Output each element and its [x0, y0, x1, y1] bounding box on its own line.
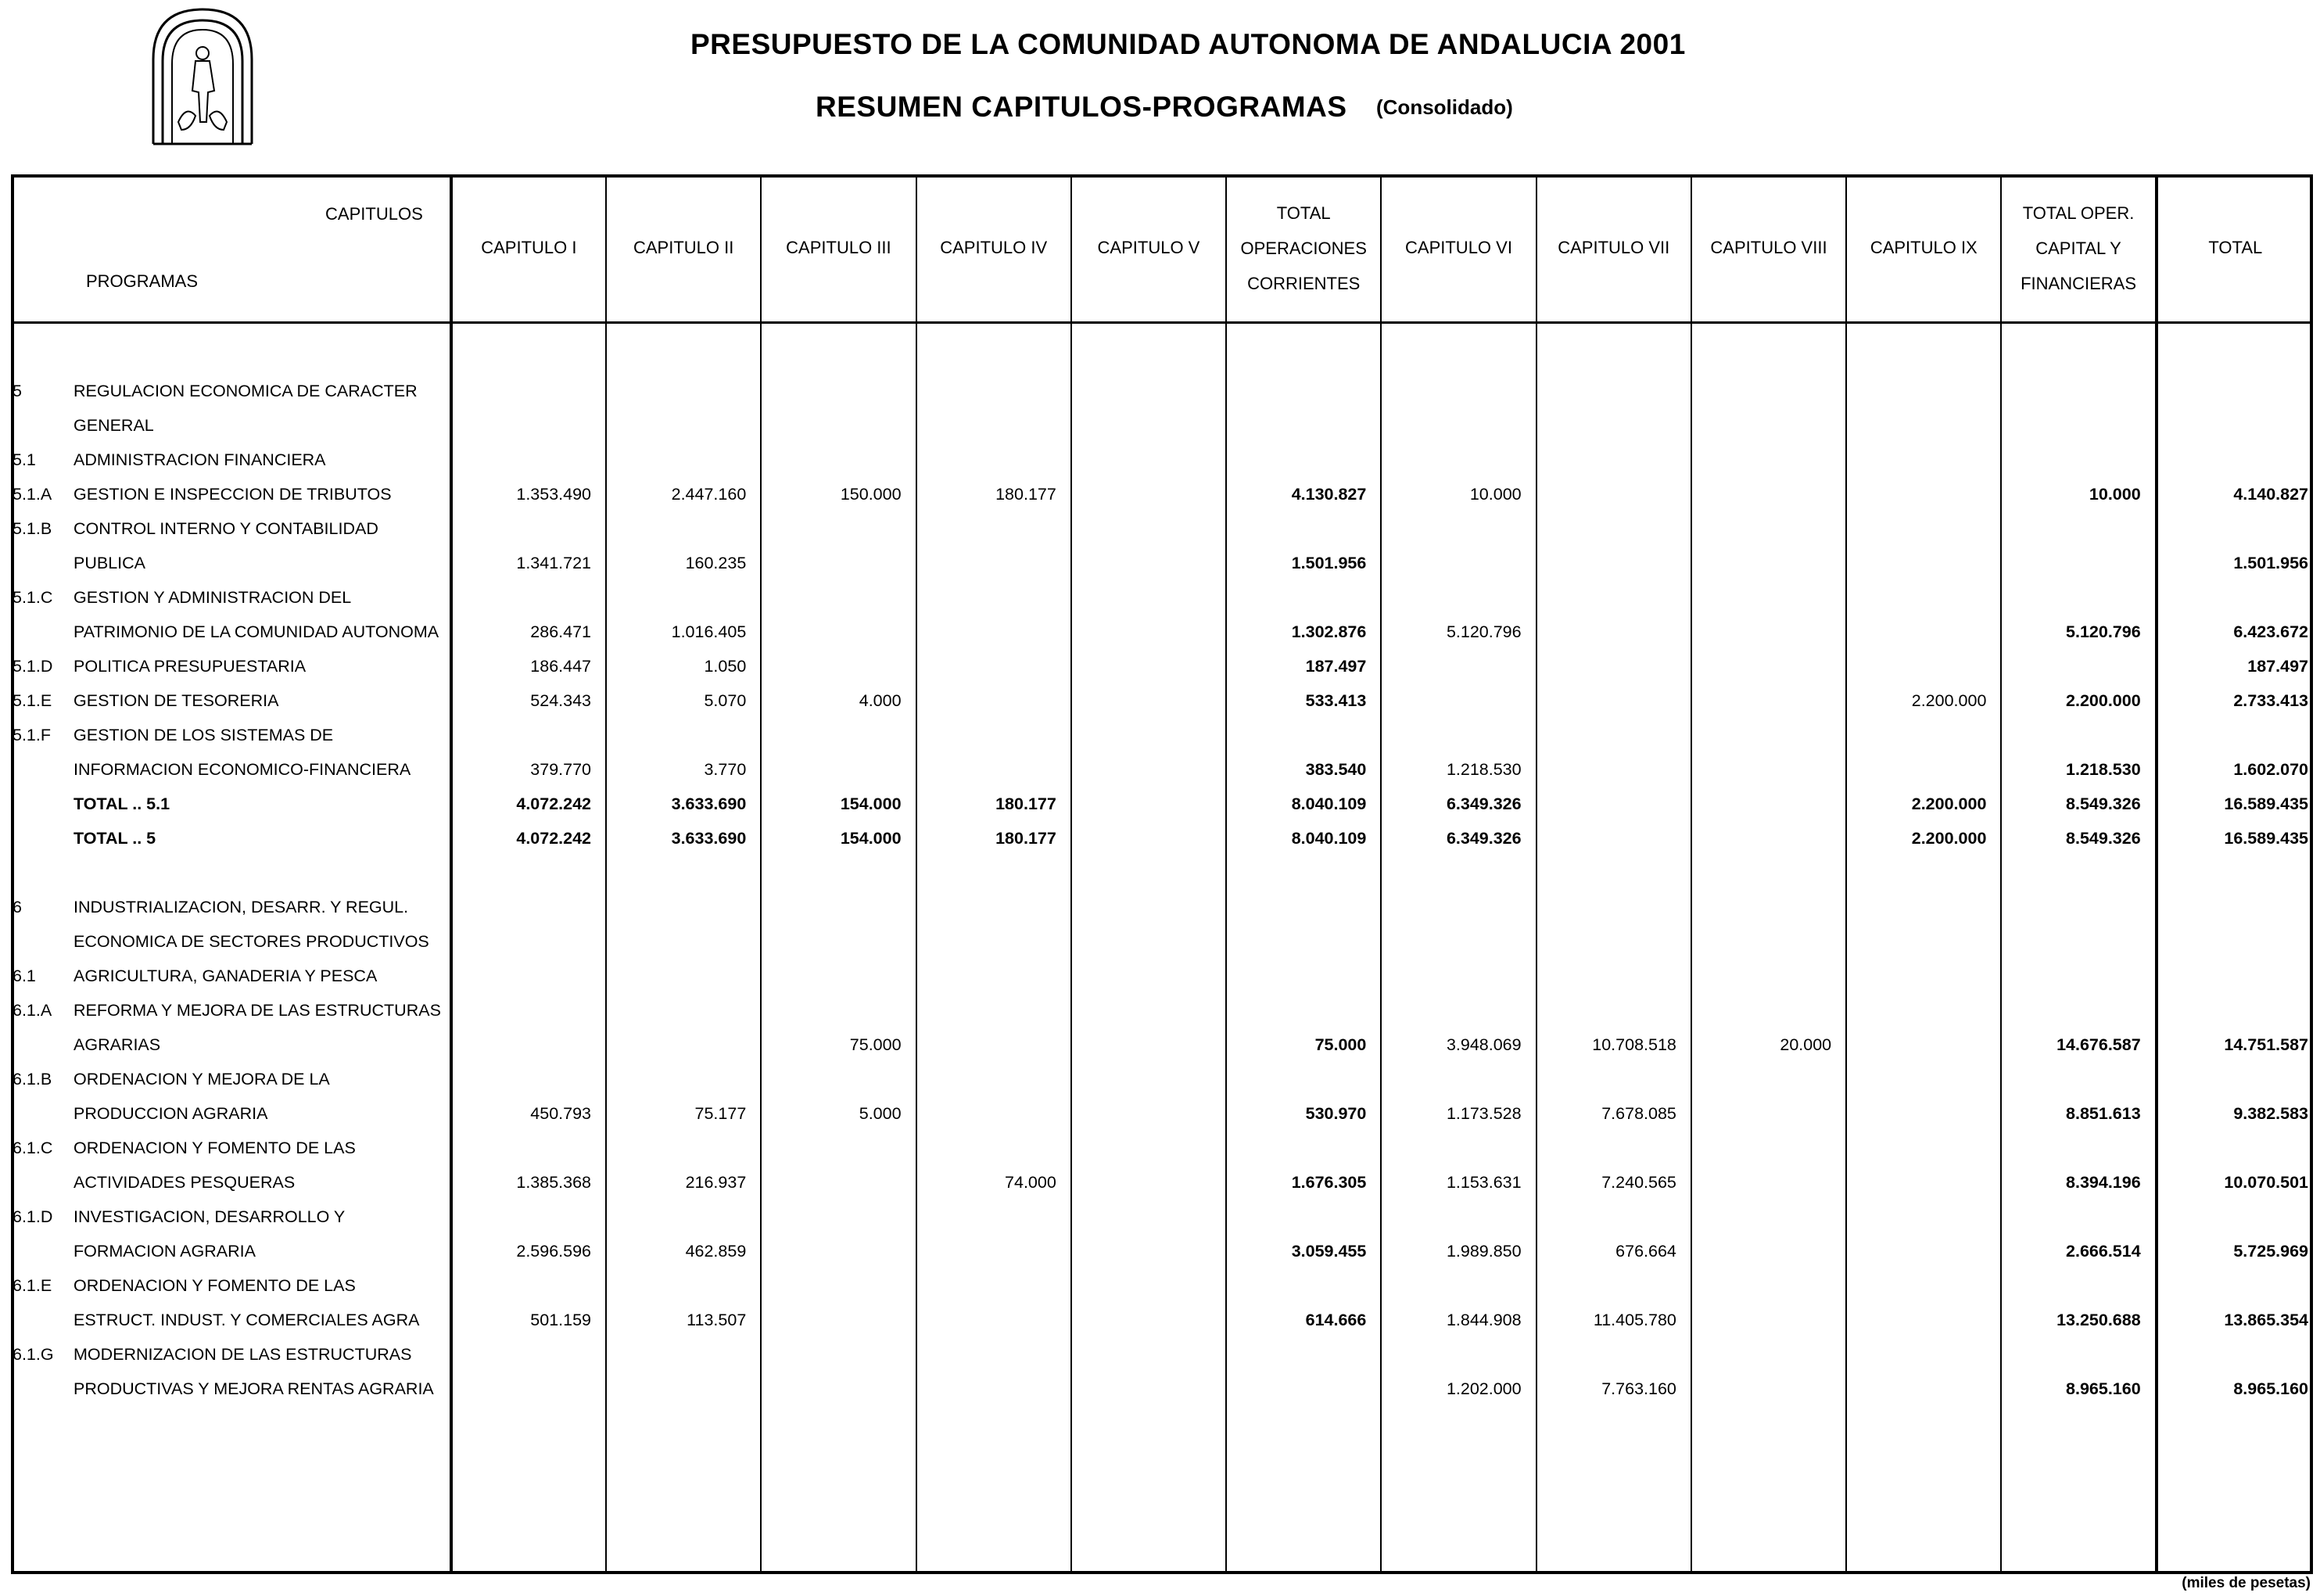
- value-cell: 1.016.405: [606, 615, 761, 649]
- value-cell: 530.970: [1226, 1096, 1381, 1131]
- programas-label: PROGRAMAS: [86, 271, 199, 291]
- value-cell: 6.349.326: [1381, 821, 1536, 855]
- value-cell: 160.235: [606, 546, 761, 580]
- program-label: TOTAL .. 5: [74, 828, 156, 848]
- program-label: ORDENACION Y FOMENTO DE LAS: [74, 1138, 356, 1157]
- value-cell: 5.070: [606, 683, 761, 718]
- value-cell: 187.497: [1226, 649, 1381, 683]
- program-label: AGRARIAS: [74, 1035, 161, 1054]
- program-label: CONTROL INTERNO Y CONTABILIDAD: [74, 518, 378, 538]
- program-code: 5.1.D: [13, 656, 53, 676]
- program-label: ACTIVIDADES PESQUERAS: [74, 1172, 296, 1192]
- value-cell: 1.385.368: [451, 1165, 606, 1200]
- program-label: INVESTIGACION, DESARROLLO Y: [74, 1207, 346, 1226]
- col-header-total: TOTAL: [2157, 174, 2313, 323]
- value-cell: 3.633.690: [606, 821, 761, 855]
- value-cell: 2.200.000: [1846, 787, 2001, 821]
- program-label: ECONOMICA DE SECTORES PRODUCTIVOS: [74, 931, 429, 951]
- junta-andalucia-logo: [147, 5, 258, 147]
- value-cell: 6.349.326: [1381, 787, 1536, 821]
- value-cell: 4.072.242: [451, 821, 606, 855]
- value-cell: 7.763.160: [1537, 1372, 1691, 1406]
- program-code: 5.1.F: [13, 725, 51, 744]
- col-header-cap3: CAPITULO III: [761, 174, 916, 323]
- value-cell: 1.353.490: [451, 477, 606, 511]
- value-cell: 2.596.596: [451, 1234, 606, 1268]
- value-cell: 8.965.160: [2001, 1372, 2156, 1406]
- col-header-total-corrientes-line1: TOTAL: [1276, 203, 1331, 223]
- value-cell: 4.000: [761, 683, 916, 718]
- value-cell: 2.200.000: [2001, 683, 2156, 718]
- col-header-cap8: CAPITULO VIII: [1691, 174, 1846, 323]
- value-cell: 4.130.827: [1226, 477, 1381, 511]
- program-label: REGULACION ECONOMICA DE CARACTER: [74, 381, 418, 400]
- value-cell: 1.218.530: [1381, 752, 1536, 787]
- page-title: PRESUPUESTO DE LA COMUNIDAD AUTONOMA DE ANDALUCIA 2001: [690, 28, 1686, 60]
- program-label: PRODUCTIVAS Y MEJORA RENTAS AGRARIA: [74, 1379, 434, 1398]
- page-subtitle: RESUMEN CAPITULOS-PROGRAMAS: [816, 91, 1347, 123]
- col-header-cap2: CAPITULO II: [606, 174, 761, 323]
- value-cell: 1.153.631: [1381, 1165, 1536, 1200]
- value-cell: 383.540: [1226, 752, 1381, 787]
- value-cell: 2.447.160: [606, 477, 761, 511]
- value-cell: 450.793: [451, 1096, 606, 1131]
- value-cell: 74.000: [916, 1165, 1071, 1200]
- value-cell: 10.000: [2001, 477, 2156, 511]
- value-cell: 6.423.672: [2157, 615, 2313, 649]
- value-cell: 3.770: [606, 752, 761, 787]
- program-label: GESTION Y ADMINISTRACION DEL: [74, 587, 352, 607]
- value-cell: 75.177: [606, 1096, 761, 1131]
- value-cell: 1.501.956: [1226, 546, 1381, 580]
- table-frame: [11, 174, 2313, 1574]
- value-cell: 8.851.613: [2001, 1096, 2156, 1131]
- value-cell: 150.000: [761, 477, 916, 511]
- value-cell: 3.059.455: [1226, 1234, 1381, 1268]
- capitulos-label: CAPITULOS: [325, 204, 423, 224]
- value-cell: 1.050: [606, 649, 761, 683]
- value-cell: 13.865.354: [2157, 1303, 2313, 1337]
- value-cell: 187.497: [2157, 649, 2313, 683]
- value-cell: 8.040.109: [1226, 787, 1381, 821]
- col-header-total-capital-line2: CAPITAL Y: [2035, 238, 2121, 258]
- value-cell: 1.501.956: [2157, 546, 2313, 580]
- value-cell: 186.447: [451, 649, 606, 683]
- value-cell: 4.072.242: [451, 787, 606, 821]
- value-cell: 16.589.435: [2157, 787, 2313, 821]
- program-label: TOTAL .. 5.1: [74, 794, 170, 813]
- value-cell: 13.250.688: [2001, 1303, 2156, 1337]
- col-header-total-capital-line1: TOTAL OPER.: [2022, 203, 2135, 223]
- value-cell: 14.751.587: [2157, 1028, 2313, 1062]
- program-code: 6.1.D: [13, 1207, 53, 1226]
- value-cell: 180.177: [916, 477, 1071, 511]
- value-cell: 3.633.690: [606, 787, 761, 821]
- program-code: 5.1: [13, 450, 36, 469]
- value-cell: 180.177: [916, 787, 1071, 821]
- program-label: INFORMACION ECONOMICO-FINANCIERA: [74, 759, 411, 779]
- col-header-cap6: CAPITULO VI: [1381, 174, 1536, 323]
- col-header-total-capital-line3: FINANCIERAS: [2021, 273, 2136, 293]
- program-code: 5.1.B: [13, 518, 52, 538]
- value-cell: 5.000: [761, 1096, 916, 1131]
- program-label: PATRIMONIO DE LA COMUNIDAD AUTONOMA: [74, 622, 439, 641]
- value-cell: 9.382.583: [2157, 1096, 2313, 1131]
- program-label: AGRICULTURA, GANADERIA Y PESCA: [74, 966, 378, 985]
- program-code: 6.1.E: [13, 1275, 52, 1295]
- value-cell: 20.000: [1691, 1028, 1846, 1062]
- program-code: 5.1.A: [13, 484, 52, 504]
- subtitle-note: (Consolidado): [1376, 95, 1513, 119]
- program-label: GESTION DE LOS SISTEMAS DE: [74, 725, 334, 744]
- value-cell: 10.070.501: [2157, 1165, 2313, 1200]
- value-cell: 1.676.305: [1226, 1165, 1381, 1200]
- value-cell: 180.177: [916, 821, 1071, 855]
- program-code: 6.1.A: [13, 1000, 52, 1020]
- program-label: PUBLICA: [74, 553, 146, 572]
- value-cell: 7.678.085: [1537, 1096, 1691, 1131]
- value-cell: 1.844.908: [1381, 1303, 1536, 1337]
- program-label: INDUSTRIALIZACION, DESARR. Y REGUL.: [74, 897, 409, 916]
- program-code: 5.1.C: [13, 587, 53, 607]
- value-cell: 1.173.528: [1381, 1096, 1536, 1131]
- col-header-total-corrientes-line2: OPERACIONES: [1240, 238, 1367, 258]
- value-cell: 10.708.518: [1537, 1028, 1691, 1062]
- value-cell: 16.589.435: [2157, 821, 2313, 855]
- value-cell: 1.989.850: [1381, 1234, 1536, 1268]
- program-label: GENERAL: [74, 415, 154, 435]
- program-code: 6.1: [13, 966, 36, 985]
- col-header-cap9: CAPITULO IX: [1846, 174, 2001, 323]
- program-code: 6.1.G: [13, 1344, 54, 1364]
- value-cell: 75.000: [761, 1028, 916, 1062]
- value-cell: 5.120.796: [1381, 615, 1536, 649]
- value-cell: 11.405.780: [1537, 1303, 1691, 1337]
- program-label: REFORMA Y MEJORA DE LAS ESTRUCTURAS: [74, 1000, 441, 1020]
- value-cell: 5.725.969: [2157, 1234, 2313, 1268]
- value-cell: 286.471: [451, 615, 606, 649]
- value-cell: 1.341.721: [451, 546, 606, 580]
- value-cell: 614.666: [1226, 1303, 1381, 1337]
- col-header-cap4: CAPITULO IV: [916, 174, 1071, 323]
- value-cell: 3.948.069: [1381, 1028, 1536, 1062]
- value-cell: 1.202.000: [1381, 1372, 1536, 1406]
- col-header-cap1: CAPITULO I: [451, 174, 606, 323]
- program-code: 5: [13, 381, 22, 400]
- program-code: 5.1.E: [13, 690, 52, 710]
- value-cell: 8.394.196: [2001, 1165, 2156, 1200]
- value-cell: 501.159: [451, 1303, 606, 1337]
- program-label: GESTION E INSPECCION DE TRIBUTOS: [74, 484, 392, 504]
- value-cell: 2.200.000: [1846, 683, 2001, 718]
- program-label: ESTRUCT. INDUST. Y COMERCIALES AGRA: [74, 1310, 420, 1329]
- program-label: ORDENACION Y MEJORA DE LA: [74, 1069, 330, 1089]
- value-cell: 2.733.413: [2157, 683, 2313, 718]
- value-cell: 5.120.796: [2001, 615, 2156, 649]
- value-cell: 75.000: [1226, 1028, 1381, 1062]
- value-cell: 7.240.565: [1537, 1165, 1691, 1200]
- program-label: ADMINISTRACION FINANCIERA: [74, 450, 326, 469]
- value-cell: 216.937: [606, 1165, 761, 1200]
- value-cell: 1.602.070: [2157, 752, 2313, 787]
- program-label: GESTION DE TESORERIA: [74, 690, 279, 710]
- value-cell: 154.000: [761, 821, 916, 855]
- program-label: PRODUCCION AGRARIA: [74, 1103, 268, 1123]
- value-cell: 524.343: [451, 683, 606, 718]
- program-code: 6: [13, 897, 22, 916]
- program-code: 6.1.C: [13, 1138, 53, 1157]
- value-cell: 1.218.530: [2001, 752, 2156, 787]
- value-cell: 8.549.326: [2001, 787, 2156, 821]
- value-cell: 8.965.160: [2157, 1372, 2313, 1406]
- value-cell: 2.666.514: [2001, 1234, 2156, 1268]
- value-cell: 676.664: [1537, 1234, 1691, 1268]
- value-cell: 4.140.827: [2157, 477, 2313, 511]
- value-cell: 533.413: [1226, 683, 1381, 718]
- value-cell: 462.859: [606, 1234, 761, 1268]
- program-label: MODERNIZACION DE LAS ESTRUCTURAS: [74, 1344, 412, 1364]
- program-label: ORDENACION Y FOMENTO DE LAS: [74, 1275, 356, 1295]
- value-cell: 14.676.587: [2001, 1028, 2156, 1062]
- col-header-total-corrientes-line3: CORRIENTES: [1247, 273, 1361, 293]
- value-cell: 10.000: [1381, 477, 1536, 511]
- col-header-cap7: CAPITULO VII: [1537, 174, 1691, 323]
- col-header-cap5: CAPITULO V: [1071, 174, 1226, 323]
- value-cell: 379.770: [451, 752, 606, 787]
- units-note: (miles de pesetas): [2182, 1575, 2311, 1591]
- program-label: FORMACION AGRARIA: [74, 1241, 256, 1261]
- program-code: 6.1.B: [13, 1069, 52, 1089]
- value-cell: 8.040.109: [1226, 821, 1381, 855]
- value-cell: 8.549.326: [2001, 821, 2156, 855]
- value-cell: 154.000: [761, 787, 916, 821]
- value-cell: 1.302.876: [1226, 615, 1381, 649]
- program-label: POLITICA PRESUPUESTARIA: [74, 656, 307, 676]
- value-cell: 2.200.000: [1846, 821, 2001, 855]
- value-cell: 113.507: [606, 1303, 761, 1337]
